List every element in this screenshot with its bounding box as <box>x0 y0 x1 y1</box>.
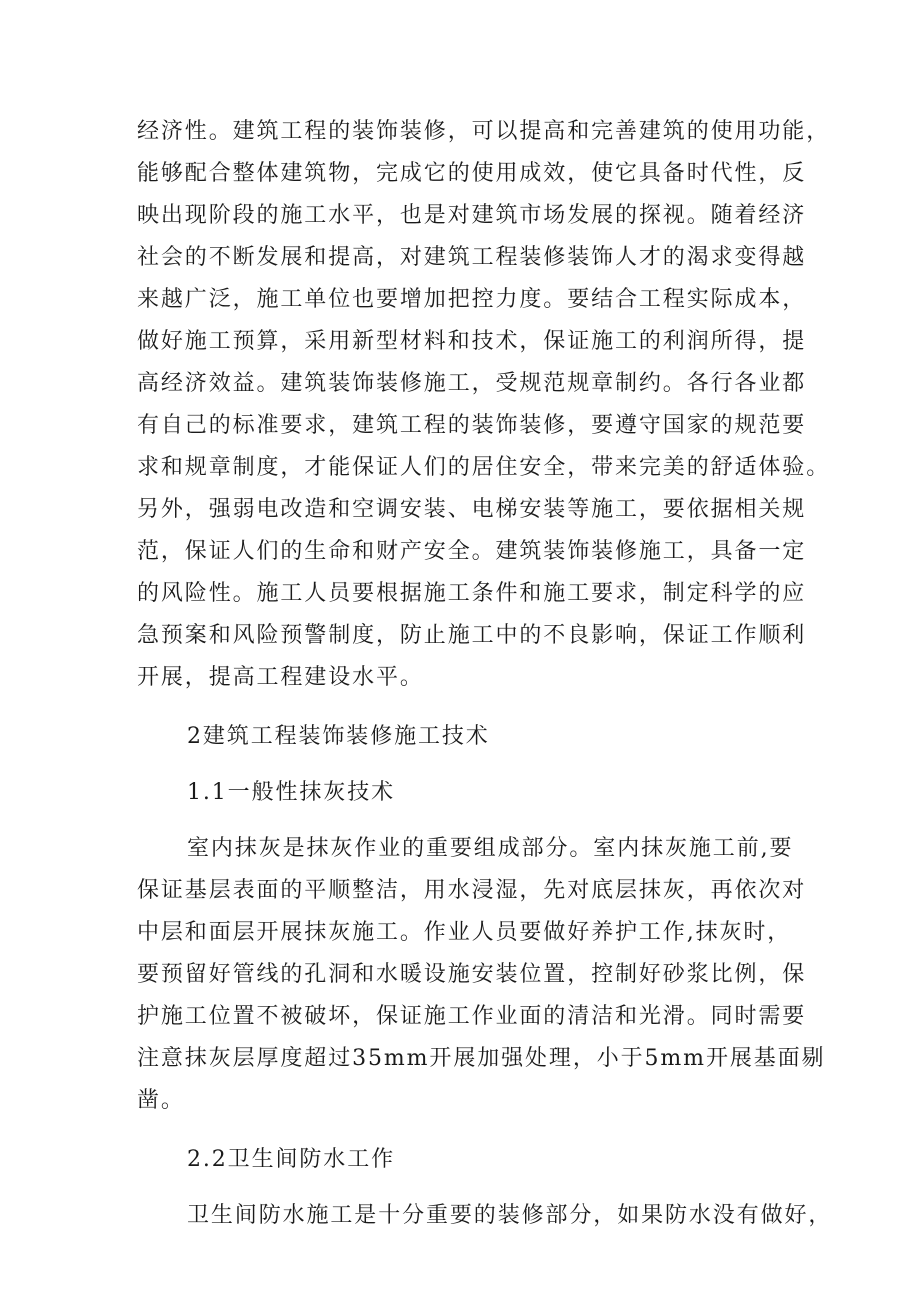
paragraph-line: 护施工位置不被破坏，保证施工作业面的清洁和光滑。同时需要 <box>137 1004 807 1029</box>
paragraph-line: 凿。 <box>137 1088 185 1113</box>
paragraph-line: 另外，强弱电改造和空调安装、电梯安装等施工，要依据相关规 <box>137 497 807 522</box>
paragraph-line: 要预留好管线的孔洞和水暖设施安装位置，控制好砂浆比例，保 <box>137 962 807 987</box>
paragraph-line: 室内抹灰是抹灰作业的重要组成部分。室内抹灰施工前,要 <box>187 836 794 861</box>
paragraph-line: 求和规章制度，才能保证人们的居住安全，带来完美的舒适体验。 <box>137 455 831 480</box>
paragraph-line: 能够配合整体建筑物，完成它的使用成效，使它具备时代性，反 <box>137 161 807 186</box>
paragraph-line: 开展，提高工程建设水平。 <box>137 665 424 690</box>
paragraph-line: 的风险性。施工人员要根据施工条件和施工要求，制定科学的应 <box>137 581 807 606</box>
paragraph-line: 急预案和风险预警制度，防止施工中的不良影响，保证工作顺利 <box>137 623 807 648</box>
paragraph-line: 有自己的标准要求，建筑工程的装饰装修，要遵守国家的规范要 <box>137 413 807 438</box>
paragraph-line: 中层和面层开展抹灰施工。作业人员要做好养护工作,抹灰时， <box>137 920 792 945</box>
paragraph-line: 范，保证人们的生命和财产安全。建筑装饰装修施工，具备一定 <box>137 539 807 564</box>
paragraph-line: 保证基层表面的平顺整洁，用水浸湿，先对底层抹灰，再依次对 <box>137 878 807 903</box>
paragraph-line: 来越广泛，施工单位也要增加把控力度。要结合工程实际成本， <box>137 287 807 312</box>
paragraph-line: 社会的不断发展和提高，对建筑工程装修装饰人才的渴求变得越 <box>137 245 807 270</box>
paragraph-line: 高经济效益。建筑装饰装修施工，受规范规章制约。各行各业都 <box>137 371 807 396</box>
section-heading: 2建筑工程装饰装修施工技术 <box>187 724 490 749</box>
paragraph-line: 做好施工预算，采用新型材料和技术，保证施工的利润所得，提 <box>137 329 807 354</box>
subsection-heading: 2.2卫生间防水工作 <box>187 1147 395 1172</box>
subsection-heading: 1.1一般性抹灰技术 <box>187 780 395 805</box>
paragraph-line: 注意抹灰层厚度超过35mm开展加强处理，小于5mm开展基面剔 <box>137 1046 826 1071</box>
paragraph-line: 映出现阶段的施工水平，也是对建筑市场发展的探视。随着经济 <box>137 203 807 228</box>
paragraph-line: 卫生间防水施工是十分重要的装修部分，如果防水没有做好， <box>187 1203 833 1228</box>
paragraph-line: 经济性。建筑工程的装饰装修，可以提高和完善建筑的使用功能， <box>137 119 831 144</box>
